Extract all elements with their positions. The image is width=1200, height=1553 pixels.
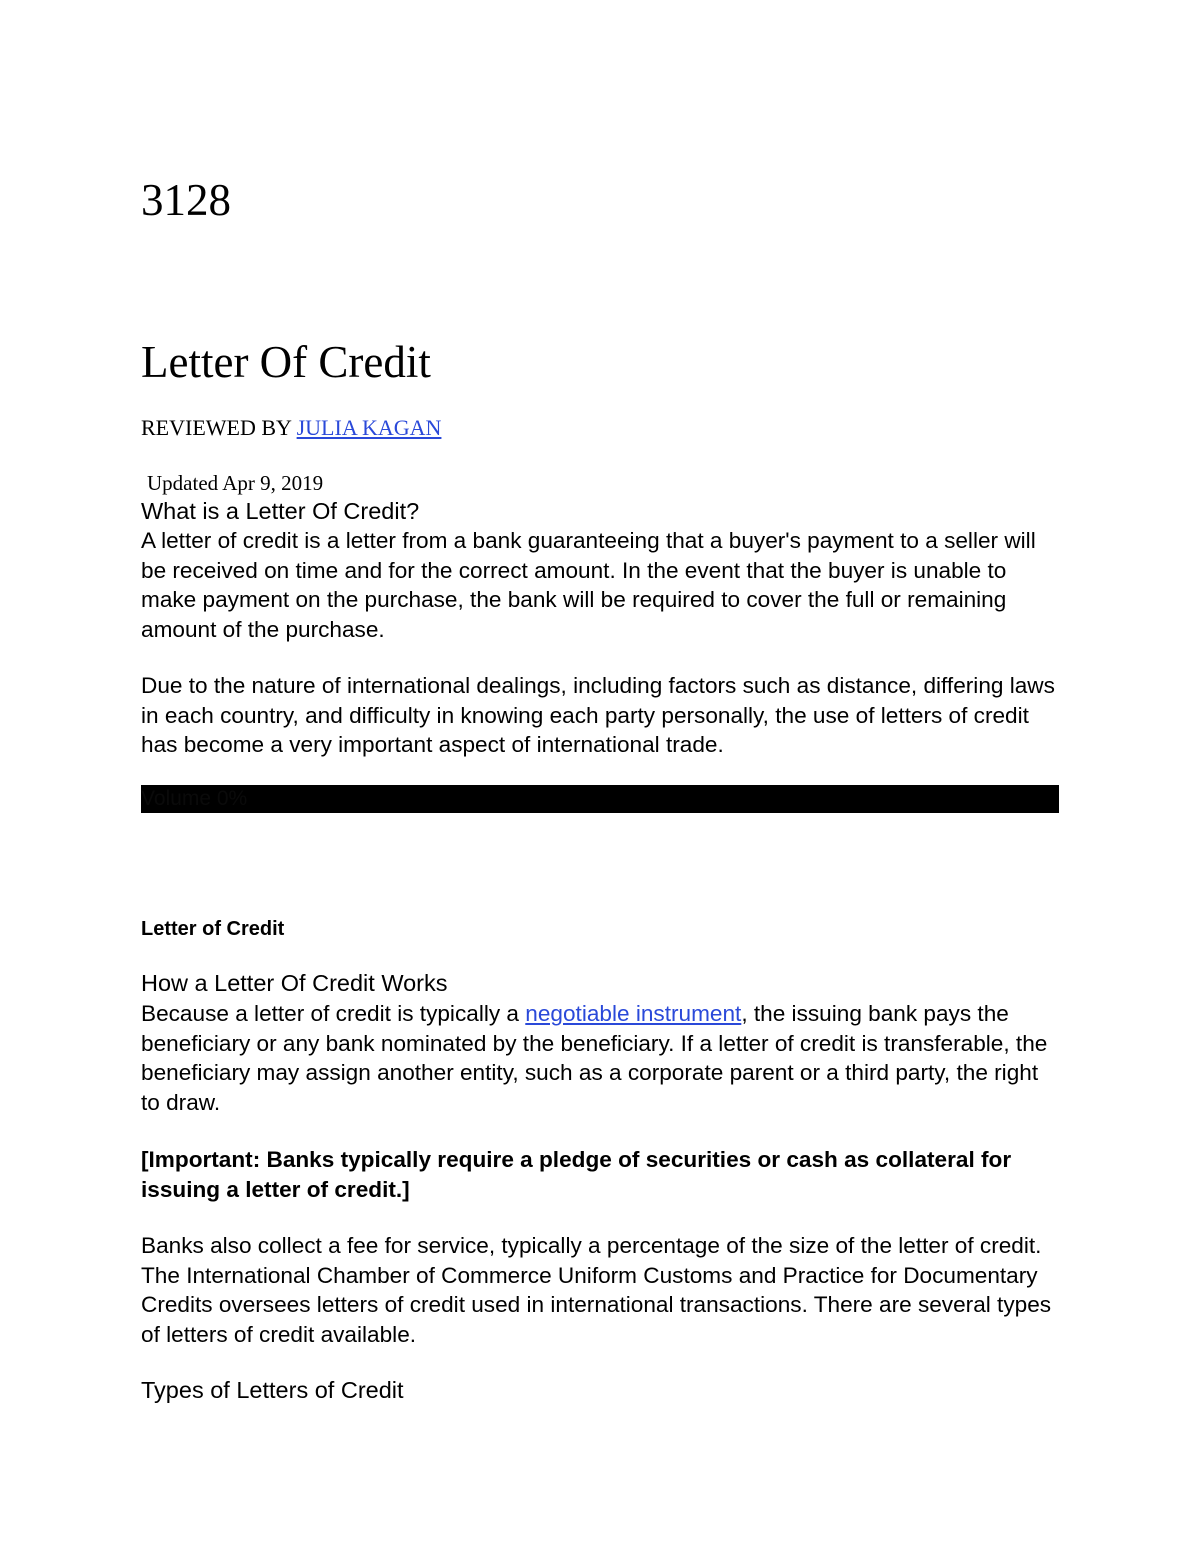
updated-date: Updated Apr 9, 2019 xyxy=(147,471,324,495)
page-title: Letter Of Credit xyxy=(141,337,431,387)
how-para1-text-after: , the issuing bank pays the beneficiary or any bank nominated by the beneficiary. If a letter of credit is transferable, the beneficiary may assign another entity, such as a corporate parent or a third party, the right to draw. xyxy=(141,1001,1048,1116)
negotiable-instrument-link[interactable]: negotiable instrument xyxy=(525,1001,742,1026)
reviewer-link[interactable]: JULIA KAGAN xyxy=(296,415,442,440)
what-paragraph-2: Due to the nature of international dealings, including factors such as distance, differing laws in each country, and difficulty in knowing each party personally, the use of letters of credit has become a very important aspect of international trade. xyxy=(141,673,1055,758)
important-note: [Important: Banks typically require a pledge of securities or cash as collateral for issuing a letter of credit.] xyxy=(141,1147,1012,1202)
video-player-bar[interactable] xyxy=(141,785,1059,813)
what-is-heading: What is a Letter Of Credit? xyxy=(141,498,420,524)
how-paragraph-2: Banks also collect a fee for service, typically a percentage of the size of the letter of credit. The International Chamber of Commerce Uniform Customs and Practice for Documentary Credits oversees letters of credit used in international transactions. There are several types of letters of credit available. xyxy=(141,1233,1052,1348)
video-volume-label: Volume 0% xyxy=(141,787,248,810)
how-it-works-heading: How a Letter Of Credit Works xyxy=(141,970,448,996)
video-caption: Letter of Credit xyxy=(141,918,285,940)
byline xyxy=(141,414,441,442)
what-paragraph-1: A letter of credit is a letter from a bank guaranteeing that a buyer's payment to a seller will be received on time and for the correct amount. In the event that the buyer is unable to make payment on the purchase, the bank will be required to cover the full or remaining amount of the purchase. xyxy=(141,528,1036,643)
reviewed-by-label: REVIEWED BY xyxy=(141,415,292,440)
types-heading: Types of Letters of Credit xyxy=(141,1377,404,1403)
how-para1-text-before: Because a letter of credit is typically a xyxy=(141,1001,526,1026)
how-paragraph-1 xyxy=(141,999,1061,1118)
document-number: 3128 xyxy=(141,175,231,225)
